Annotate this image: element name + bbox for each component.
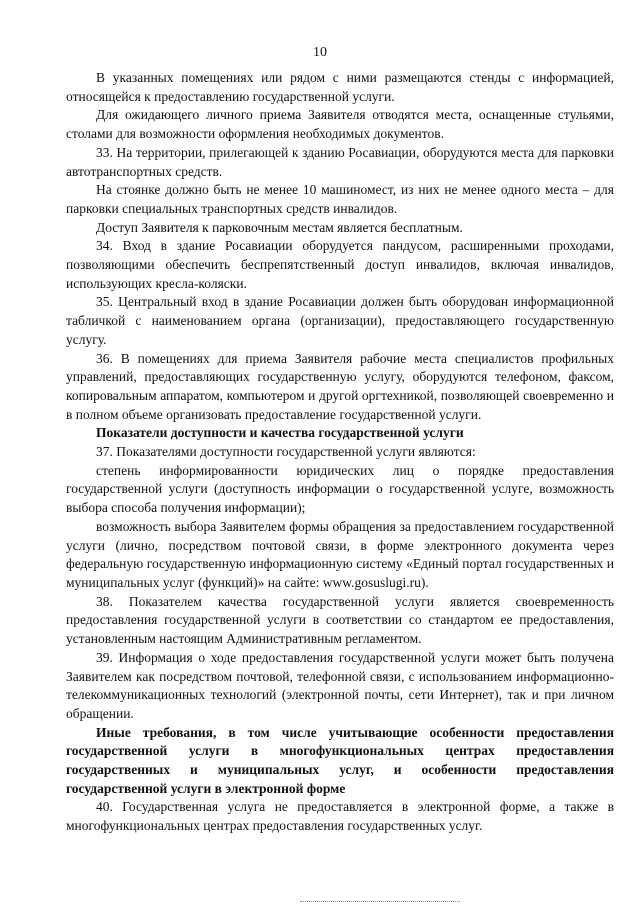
page-number: 10 (313, 45, 327, 60)
paragraph-35-central-entrance: 35. Центральный вход в здание Росавиации должен быть оборудован информационной табличкой с наименованием органа (организации), предоставляющего государственную услугу. (66, 294, 614, 347)
page-bottom-divider (300, 901, 460, 903)
paragraph-39-information: 39. Информация о ходе предоставления государственной услуги может быть получена Заявителем как посредством почтовой, телефонной связи, с использованием информационно-телекоммуникационных технологий (электронной почты, сети Интернет), так и при личном обращении. (66, 649, 614, 721)
paragraph-40-electronic-form: 40. Государственная услуга не предоставляется в электронной форме, а также в многофункциональных центрах предоставления государственных услуг. (66, 799, 614, 834)
paragraph-33-parking: 33. На территории, прилегающей к зданию Росавиации, оборудуются места для парковки автотранспортных средств. (66, 144, 614, 179)
paragraph-awareness: степень информированности юридических лиц о порядке предоставления государственной услуги (доступность информации о государственной услуге, возможность выбора способа получения информации); (66, 462, 614, 516)
paragraph-choice-of-form: возможность выбора Заявителем формы обращения за предоставлением государственной услуги (лично, посредством почтовой связи, в форме электронного документа через федеральную государственную информационную систему «Единый портал государственных и муниципальных услуг (функций)» на сайте: www.gosuslugi.ru). (66, 518, 614, 590)
section-heading-accessibility: Показатели доступности и качества государственной услуги (96, 425, 464, 441)
paragraph-stands: В указанных помещениях или рядом с ними размещаются стенды с информацией, относящейся к предоставлению государственной услуги. (66, 70, 614, 104)
paragraph-37-indicators: 37. Показателями доступности государственной услуги являются: (96, 444, 476, 460)
paragraph-36-workplaces: 36. В помещениях для приема Заявителя рабочие места специалистов профильных управлений, предоставляющих государственную услугу, оборудуются телефоном, факсом, копировальным аппаратом, компьютером и другой оргтехникой, позволяющей своевременно и в полном объеме организовать предоставление государственной услуги. (66, 350, 614, 422)
paragraph-waiting-area: Для ожидающего личного приема Заявителя отводятся места, оснащенные стульями, столами для возможности оформления необходимых документов. (66, 107, 614, 142)
section-heading-other-requirements: Иные требования, в том числе учитывающие особенности предоставления государственной услуги в многофункциональных центрах предоставления государственных и муниципальных услуг, и особенности предоставления государственной услуги в электронной форме (66, 724, 614, 796)
paragraph-parking-spaces: На стоянке должно быть не менее 10 машиномест, из них не менее одного места – для парковки специальных транспортных средств инвалидов. (66, 182, 614, 216)
paragraph-parking-free: Доступ Заявителя к парковочным местам является бесплатным. (96, 219, 463, 235)
paragraph-38-quality: 38. Показателем качества государственной услуги является своевременность предоставления государственной услуги в соответствии со стандартом ее предоставления, установленным настоящим Административным регламентом. (66, 593, 614, 647)
document-body (66, 69, 614, 836)
paragraph-34-entrance: 34. Вход в здание Росавиации оборудуется пандусом, расширенными проходами, позволяющими обеспечить беспрепятственный доступ инвалидов, включая инвалидов, использующих кресла-коляски. (66, 238, 614, 291)
